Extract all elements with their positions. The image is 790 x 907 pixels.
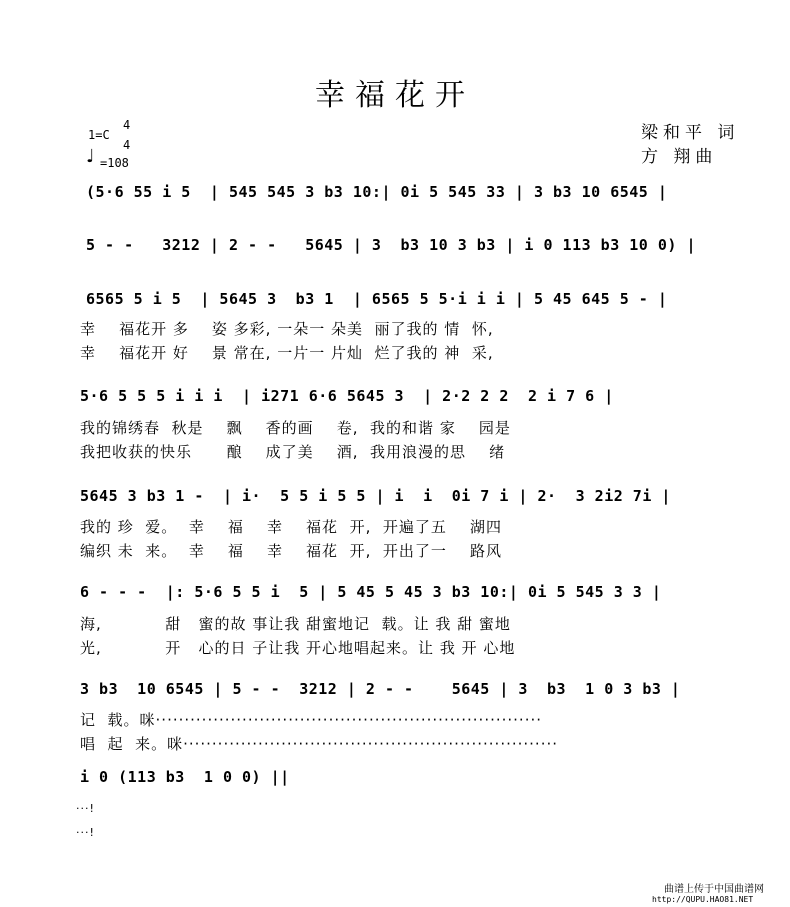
- key-signature: 1=C: [88, 128, 110, 142]
- footer-site-name: 曲谱上传于中国曲谱网: [664, 884, 764, 895]
- score-line-2: 5 - - 3212 | 2 - - 5645 | 3 b3 10 3 b3 | i 0 113 b3 10 0) |: [86, 236, 696, 254]
- lyric-line-3-verse-1: 幸 福花开 多 姿 多彩, 一朵一 朵美 丽了我的 情 怀,: [80, 320, 494, 338]
- score-line-5: 5645 3 b3 1 - | i· 5 5 i 5 5 | i i 0i 7 i | 2· 3 2i2 7i |: [80, 487, 671, 505]
- lyric-line-8-verse-2: ···!: [76, 826, 95, 839]
- time-signature-bottom: 4: [123, 138, 131, 152]
- lyric-line-7-verse-2: 唱 起 来。咪·································································: [80, 735, 558, 753]
- score-line-8: i 0 (113 b3 1 0 0) ||: [80, 768, 290, 786]
- score-line-3: 6565 5 i 5 | 5645 3 b3 1 | 6565 5 5·i i i | 5 45 645 5 - |: [86, 290, 668, 308]
- page-title: 幸福花开: [315, 78, 475, 113]
- score-line-4: 5·6 5 5 5 i i i | i271 6·6 5645 3 | 2·2 2 2 2 i 7 6 |: [80, 387, 614, 405]
- lyric-line-3-verse-2: 幸 福花开 好 景 常在, 一片一 片灿 烂了我的 神 采,: [80, 344, 494, 362]
- lyric-line-7-verse-1: 记 载。咪···································································: [80, 711, 542, 729]
- lyric-line-6-verse-2: 光, 开 心的日 子让我 开心地唱起来。让 我 开 心地: [80, 639, 516, 657]
- lyric-line-4-verse-1: 我的锦绣春 秋是 飘 香的画 卷, 我的和谐 家 园是: [80, 419, 511, 437]
- score-line-1: (5·6 55 i 5 | 545 545 3 b3 10:| 0i 5 545 33 | 3 b3 10 6545 |: [86, 183, 668, 201]
- score-line-7: 3 b3 10 6545 | 5 - - 3212 | 2 - - 5645 | 3 b3 1 0 3 b3 |: [80, 680, 681, 698]
- lyric-line-6-verse-1: 海, 甜 蜜的故 事让我 甜蜜地记 载。让 我 甜 蜜地: [80, 615, 511, 633]
- lyric-line-5-verse-1: 我的 珍 爱。 幸 福 幸 福花 开, 开遍了五 湖四: [80, 518, 502, 536]
- lyric-line-4-verse-2: 我把收获的快乐 酿 成了美 酒, 我用浪漫的思 绪: [80, 443, 506, 461]
- score-line-6: 6 - - - |: 5·6 5 5 i 5 | 5 45 5 45 3 b3 10:| 0i 5 545 3 3 |: [80, 583, 662, 601]
- lyric-line-8-verse-1: ···!: [76, 802, 95, 815]
- tempo-marking: =108: [100, 156, 129, 170]
- quarter-note-icon: ♩: [86, 146, 95, 167]
- footer-url[interactable]: http://QUPU.HAO81.NET: [652, 895, 754, 904]
- composer-credit: 方 翔曲: [641, 147, 718, 167]
- lyricist-credit: 梁和平 词: [641, 123, 740, 143]
- time-signature-top: 4: [123, 118, 131, 132]
- lyric-line-5-verse-2: 编织 未 来。 幸 福 幸 福花 开, 开出了一 路风: [80, 542, 502, 560]
